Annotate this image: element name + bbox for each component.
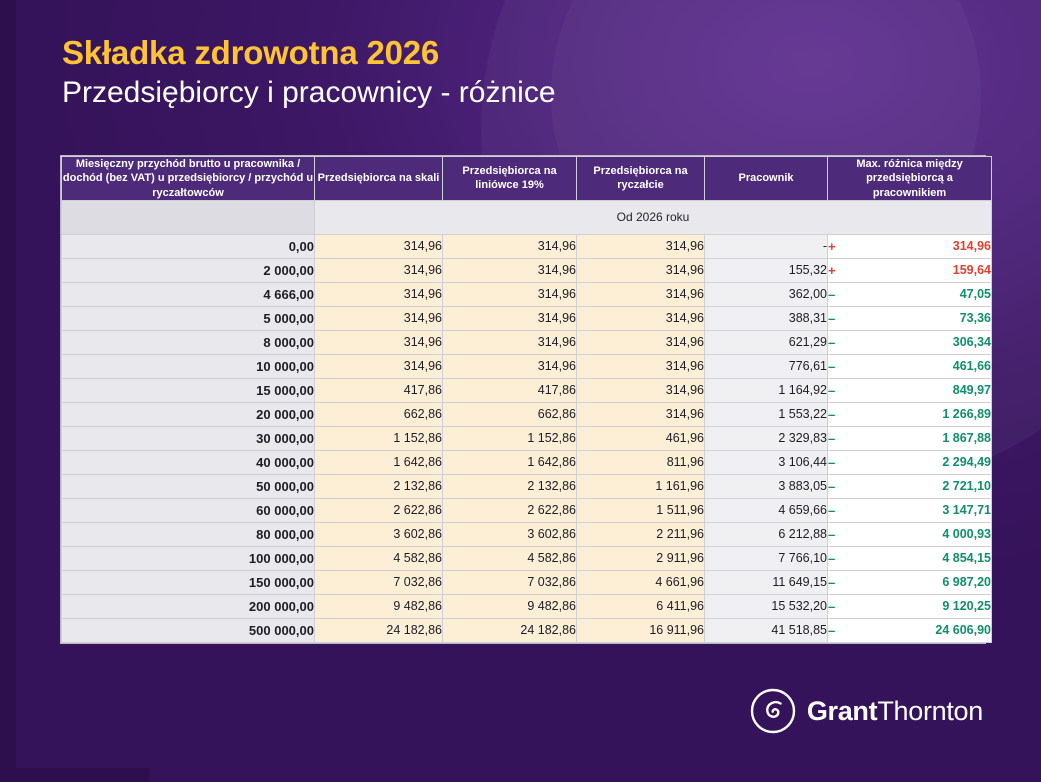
cell-liniowka: 24 182,86: [443, 618, 577, 642]
cell-roznica: [828, 546, 992, 570]
cell-ryczalt: 314,96: [577, 234, 705, 258]
cell-ryczalt: 6 411,96: [577, 594, 705, 618]
cell-income: 30 000,00: [62, 426, 315, 450]
cell-ryczalt: 314,96: [577, 258, 705, 282]
cell-roznica: [828, 474, 992, 498]
cell-skala: 314,96: [315, 282, 443, 306]
column-header-skala: Przedsiębiorca na skali: [315, 157, 443, 201]
cell-income: 100 000,00: [62, 546, 315, 570]
table-row: [62, 570, 992, 594]
cell-skala: 7 032,86: [315, 570, 443, 594]
cell-roznica: [828, 522, 992, 546]
difference-amount: 73,36: [959, 311, 991, 326]
cell-ryczalt: 1 511,96: [577, 498, 705, 522]
cell-ryczalt: 4 661,96: [577, 570, 705, 594]
cell-pracownik: 15 532,20: [705, 594, 828, 618]
brand-logo: [750, 688, 983, 734]
cell-liniowka: 314,96: [443, 354, 577, 378]
difference-value-group: [828, 287, 991, 302]
difference-sign: –: [828, 430, 836, 446]
difference-amount: 24 606,90: [935, 623, 991, 638]
cell-skala: 2 132,86: [315, 474, 443, 498]
cell-skala: 314,96: [315, 234, 443, 258]
table-row: [62, 354, 992, 378]
cell-liniowka: 4 582,86: [443, 546, 577, 570]
cell-roznica: [828, 354, 992, 378]
difference-value-group: [828, 527, 991, 542]
cell-liniowka: 314,96: [443, 234, 577, 258]
difference-sign: –: [828, 358, 836, 374]
cell-income: 15 000,00: [62, 378, 315, 402]
difference-value-group: [828, 623, 991, 638]
difference-sign: –: [828, 526, 836, 542]
table-row: [62, 426, 992, 450]
cell-pracownik: 7 766,10: [705, 546, 828, 570]
brand-name-part2: Thornton: [877, 695, 983, 726]
cell-pracownik: 41 518,85: [705, 618, 828, 642]
cell-skala: 1 152,86: [315, 426, 443, 450]
difference-value-group: [828, 503, 991, 518]
difference-sign: –: [828, 622, 836, 638]
cell-liniowka: 314,96: [443, 306, 577, 330]
title-block: [62, 34, 556, 111]
table-band-row: [62, 200, 992, 234]
difference-amount: 306,34: [952, 335, 991, 350]
cell-liniowka: 7 032,86: [443, 570, 577, 594]
difference-amount: 849,97: [952, 383, 991, 398]
cell-pracownik: 776,61: [705, 354, 828, 378]
table-row: [62, 474, 992, 498]
cell-liniowka: 2 622,86: [443, 498, 577, 522]
cell-income: 5 000,00: [62, 306, 315, 330]
comparison-table: [61, 156, 992, 643]
cell-ryczalt: 314,96: [577, 354, 705, 378]
table-head: [62, 157, 992, 201]
cell-roznica: [828, 450, 992, 474]
difference-sign: –: [828, 598, 836, 614]
cell-skala: 417,86: [315, 378, 443, 402]
difference-value-group: [828, 551, 991, 566]
table-row: [62, 234, 992, 258]
bottom-left-accent: [0, 768, 150, 782]
difference-amount: 2 294,49: [942, 455, 991, 470]
cell-income: 500 000,00: [62, 618, 315, 642]
cell-income: 150 000,00: [62, 570, 315, 594]
column-header-liniowka: Przedsiębiorca na liniówce 19%: [443, 157, 577, 201]
cell-roznica: [828, 402, 992, 426]
brand-name-part1: Grant: [806, 695, 878, 726]
difference-sign: –: [828, 286, 836, 302]
cell-roznica: [828, 498, 992, 522]
difference-amount: 1 266,89: [942, 407, 991, 422]
cell-liniowka: 1 642,86: [443, 450, 577, 474]
cell-ryczalt: 16 911,96: [577, 618, 705, 642]
cell-roznica: [828, 330, 992, 354]
cell-income: 0,00: [62, 234, 315, 258]
cell-liniowka: 417,86: [443, 378, 577, 402]
table-row: [62, 258, 992, 282]
difference-value-group: [828, 599, 991, 614]
cell-ryczalt: 811,96: [577, 450, 705, 474]
cell-ryczalt: 1 161,96: [577, 474, 705, 498]
cell-income: 4 666,00: [62, 282, 315, 306]
cell-pracownik: 1 164,92: [705, 378, 828, 402]
cell-income: 2 000,00: [62, 258, 315, 282]
difference-sign: –: [828, 550, 836, 566]
difference-amount: 461,66: [952, 359, 991, 374]
cell-roznica: [828, 618, 992, 642]
cell-skala: 24 182,86: [315, 618, 443, 642]
cell-income: 40 000,00: [62, 450, 315, 474]
cell-roznica: [828, 426, 992, 450]
table-body: [62, 200, 992, 642]
table-row: [62, 306, 992, 330]
cell-skala: 4 582,86: [315, 546, 443, 570]
difference-amount: 2 721,10: [942, 479, 991, 494]
cell-pracownik: 6 212,88: [705, 522, 828, 546]
cell-pracownik: 4 659,66: [705, 498, 828, 522]
difference-amount: 6 987,20: [942, 575, 991, 590]
difference-value-group: [828, 407, 991, 422]
difference-amount: 314,96: [952, 239, 991, 254]
cell-pracownik: 2 329,83: [705, 426, 828, 450]
cell-liniowka: 2 132,86: [443, 474, 577, 498]
difference-amount: 3 147,71: [942, 503, 991, 518]
difference-value-group: [828, 479, 991, 494]
difference-amount: 4 000,93: [942, 527, 991, 542]
table-row: [62, 522, 992, 546]
left-edge-accent: [0, 0, 16, 782]
difference-sign: –: [828, 310, 836, 326]
table-row: [62, 498, 992, 522]
cell-skala: 314,96: [315, 258, 443, 282]
table-row: [62, 594, 992, 618]
cell-skala: 662,86: [315, 402, 443, 426]
table-row: [62, 546, 992, 570]
cell-ryczalt: 314,96: [577, 282, 705, 306]
cell-pracownik: 155,32: [705, 258, 828, 282]
column-header-income: Miesięczny przychód brutto u pracownika / dochód (bez VAT) u przedsiębiorcy / przychód u ryczałtowców: [62, 158, 314, 199]
difference-value-group: [828, 383, 991, 398]
cell-pracownik: 1 553,22: [705, 402, 828, 426]
difference-amount: 159,64: [952, 263, 991, 278]
cell-income: 8 000,00: [62, 330, 315, 354]
cell-ryczalt: 461,96: [577, 426, 705, 450]
table-row: [62, 402, 992, 426]
cell-roznica: [828, 594, 992, 618]
table-header-row: [62, 157, 992, 201]
difference-value-group: [828, 455, 991, 470]
brand-name: [807, 696, 983, 727]
cell-skala: 3 602,86: [315, 522, 443, 546]
cell-income: 10 000,00: [62, 354, 315, 378]
difference-value-group: [828, 335, 991, 350]
cell-roznica: [828, 570, 992, 594]
cell-liniowka: 1 152,86: [443, 426, 577, 450]
cell-roznica: [828, 282, 992, 306]
table-row: [62, 618, 992, 642]
cell-skala: 2 622,86: [315, 498, 443, 522]
cell-pracownik: -: [705, 234, 828, 258]
cell-pracownik: 388,31: [705, 306, 828, 330]
cell-pracownik: 621,29: [705, 330, 828, 354]
difference-sign: +: [828, 238, 836, 254]
cell-pracownik: 362,00: [705, 282, 828, 306]
difference-sign: –: [828, 454, 836, 470]
cell-income: 60 000,00: [62, 498, 315, 522]
page-subtitle: Przedsiębiorcy i pracownicy - różnice: [62, 75, 556, 109]
cell-liniowka: 314,96: [443, 330, 577, 354]
difference-value-group: [828, 431, 991, 446]
band-label: Od 2026 roku: [315, 200, 992, 234]
column-header-roznica: Max. różnica między przedsiębiorcą a pracownikiem: [828, 157, 992, 201]
cell-liniowka: 3 602,86: [443, 522, 577, 546]
cell-ryczalt: 314,96: [577, 402, 705, 426]
cell-ryczalt: 2 911,96: [577, 546, 705, 570]
cell-income: 20 000,00: [62, 402, 315, 426]
difference-amount: 4 854,15: [942, 551, 991, 566]
cell-liniowka: 662,86: [443, 402, 577, 426]
difference-value-group: [828, 575, 991, 590]
grant-thornton-swirl-icon: [750, 688, 796, 734]
difference-sign: –: [828, 334, 836, 350]
difference-sign: –: [828, 502, 836, 518]
cell-roznica: [828, 258, 992, 282]
column-header-ryczalt: Przedsiębiorca na ryczałcie: [577, 157, 705, 201]
difference-amount: 47,05: [959, 287, 991, 302]
difference-sign: +: [828, 262, 836, 278]
cell-pracownik: 3 883,05: [705, 474, 828, 498]
cell-roznica: [828, 306, 992, 330]
cell-liniowka: 314,96: [443, 258, 577, 282]
cell-roznica: [828, 234, 992, 258]
difference-value-group: [828, 263, 991, 278]
table-row: [62, 450, 992, 474]
table-row: [62, 282, 992, 306]
cell-ryczalt: 314,96: [577, 378, 705, 402]
cell-skala: 314,96: [315, 354, 443, 378]
difference-value-group: [828, 359, 991, 374]
table-row: [62, 378, 992, 402]
band-blank-cell: [62, 200, 315, 234]
cell-ryczalt: 314,96: [577, 306, 705, 330]
difference-value-group: [828, 311, 991, 326]
comparison-table-wrapper: [60, 155, 991, 644]
difference-sign: –: [828, 574, 836, 590]
table-row: [62, 330, 992, 354]
cell-ryczalt: 314,96: [577, 330, 705, 354]
column-header-pracownik: Pracownik: [705, 157, 828, 201]
cell-skala: 314,96: [315, 330, 443, 354]
cell-income: 50 000,00: [62, 474, 315, 498]
cell-pracownik: 3 106,44: [705, 450, 828, 474]
cell-pracownik: 11 649,15: [705, 570, 828, 594]
cell-roznica: [828, 378, 992, 402]
cell-skala: 1 642,86: [315, 450, 443, 474]
cell-liniowka: 9 482,86: [443, 594, 577, 618]
cell-income: 80 000,00: [62, 522, 315, 546]
cell-liniowka: 314,96: [443, 282, 577, 306]
cell-skala: 9 482,86: [315, 594, 443, 618]
difference-value-group: [828, 239, 991, 254]
cell-ryczalt: 2 211,96: [577, 522, 705, 546]
difference-sign: –: [828, 478, 836, 494]
difference-amount: 9 120,25: [942, 599, 991, 614]
page-title: Składka zdrowotna 2026: [62, 34, 440, 71]
cell-income: 200 000,00: [62, 594, 315, 618]
difference-sign: –: [828, 406, 836, 422]
cell-skala: 314,96: [315, 306, 443, 330]
difference-sign: –: [828, 382, 836, 398]
difference-amount: 1 867,88: [942, 431, 991, 446]
